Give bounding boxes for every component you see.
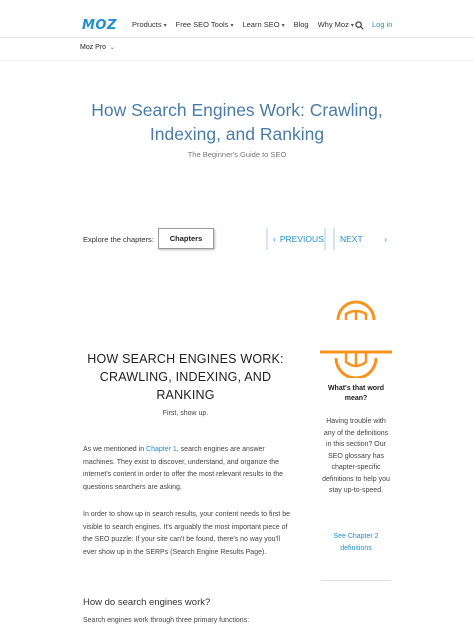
chapter-2-definitions-link[interactable]: See Chapter 2 definitions	[333, 533, 379, 552]
subnav-moz-pro[interactable]	[80, 44, 115, 51]
section-heading: How do search engines work?	[83, 597, 211, 608]
chevron-down-icon: ▾	[230, 23, 234, 29]
nav-item-free-seo-tools[interactable]: Free SEO Tools ▾	[175, 20, 234, 29]
login-link[interactable]: Log in	[372, 20, 393, 29]
nav-item-why-moz[interactable]: Why Moz ▾	[317, 20, 354, 29]
sidebar-title: What's that word mean?	[327, 385, 385, 402]
nav-item-learn-seo[interactable]: Learn SEO ▾	[242, 20, 285, 29]
next-button[interactable]: NEXT ›	[333, 228, 391, 250]
chevron-down-icon: ▾	[281, 23, 285, 29]
chapters-button[interactable]: Chapters	[158, 228, 214, 249]
explore-label: Explore the chapters:	[83, 235, 154, 244]
divider	[0, 60, 474, 61]
article-paragraph: In order to show up in search results, your content needs to first be visible to search engines. It's arguably the most important piece of the SEO puzzle: If your site can't be found, there's no way you'll ever show up in the SERPs (Search Engine Results Page).	[83, 511, 290, 556]
subnav-label: Moz Pro	[80, 44, 107, 51]
chevron-left-icon: ‹	[273, 234, 276, 244]
previous-button[interactable]: ‹ PREVIOUS	[266, 228, 326, 250]
nav-menu	[132, 20, 354, 29]
chevron-down-icon: ▾	[350, 23, 354, 29]
article-paragraph: As we mentioned in Chapter 1, search engines are answer machines. They exist to discover, understand, and organize the internet's content in order to offer the most relevant results to the questions searchers are asking.	[83, 446, 284, 491]
page-title: How Search Engines Work: Crawling, Indexing, and Ranking	[91, 100, 383, 144]
chapter-1-link[interactable]: Chapter 1	[146, 446, 177, 453]
divider	[321, 580, 391, 581]
search-icon[interactable]	[355, 21, 364, 30]
article-paragraph: Search engines work through three primary functions:	[83, 617, 250, 624]
book-icon	[320, 300, 392, 378]
article-heading: HOW SEARCH ENGINES WORK: CRAWLING, INDEXING, AND RANKING	[87, 352, 284, 402]
moz-logo[interactable]: MOZ	[82, 18, 117, 33]
page-subtitle: The Beginner's Guide to SEO	[187, 150, 287, 159]
article-tagline: First, show up.	[162, 410, 209, 417]
chevron-down-icon: ▾	[163, 23, 167, 29]
chevron-right-icon: ›	[384, 234, 387, 244]
top-navigation	[0, 0, 474, 38]
sidebar-text: Having trouble with any of the definitions in this section? Our SEO glossary has chapter-specific definitions to help you stay up-to-speed.	[322, 418, 390, 494]
nav-item-blog[interactable]: Blog	[293, 20, 309, 29]
chevron-down-icon: ⌄	[108, 45, 115, 51]
nav-item-products[interactable]: Products ▾	[132, 20, 167, 29]
